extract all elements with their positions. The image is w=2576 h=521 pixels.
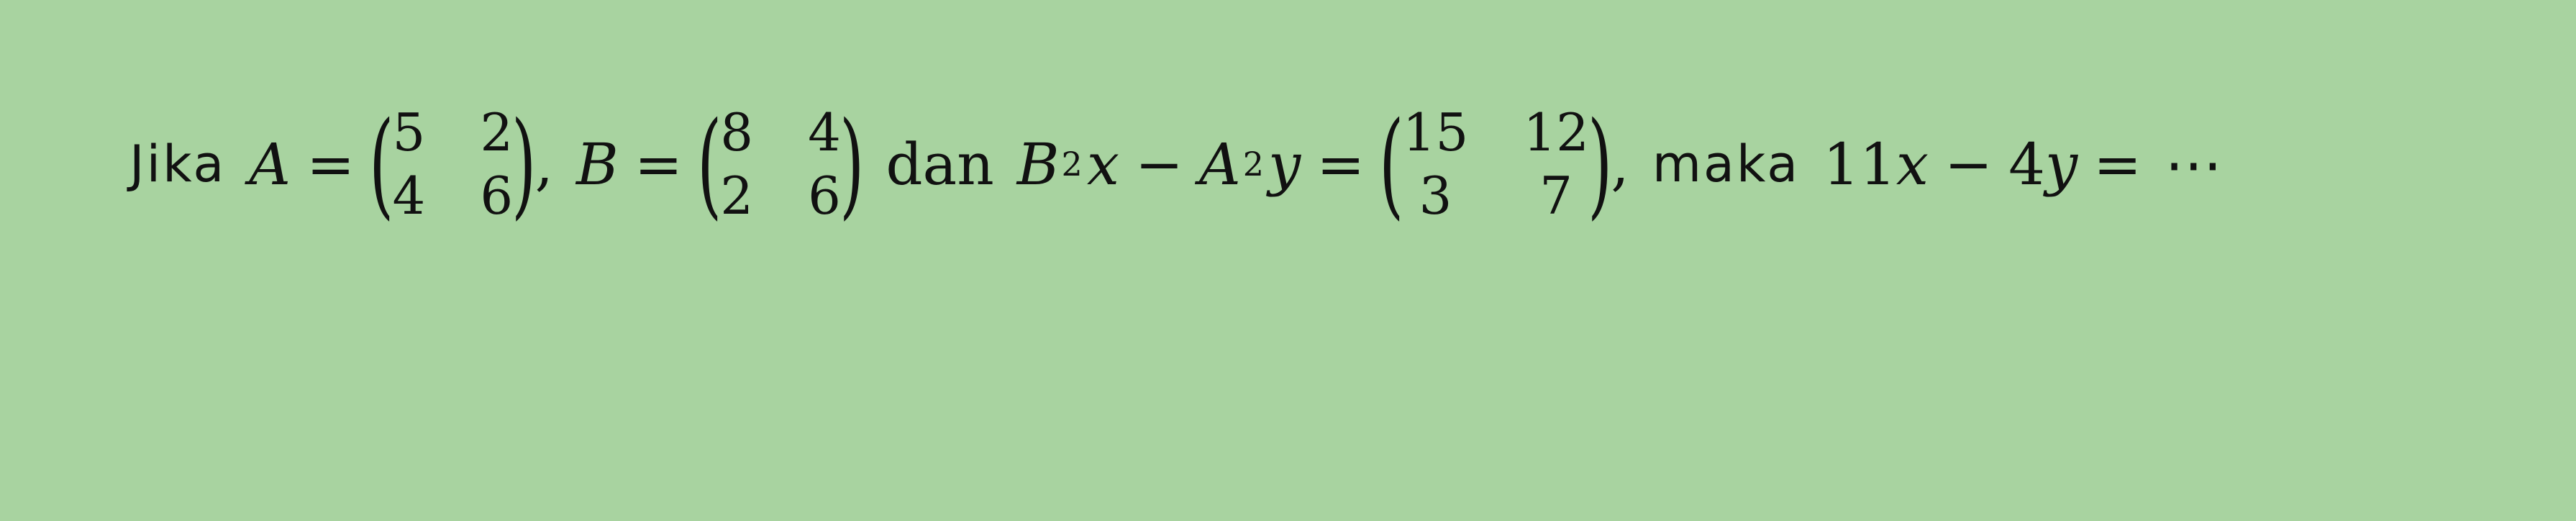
question-y: y [2044,130,2078,198]
result-matrix-cell: 15 [1402,102,1469,163]
comma: , [1611,130,1629,198]
question-ellipsis: ⋯ [2165,130,2227,198]
right-paren: ) [839,96,865,231]
eq-x: x [1086,130,1119,198]
left-paren: ( [1379,96,1404,231]
right-paren: ) [1587,96,1613,231]
matrix-b-cell: 8 [720,102,754,163]
left-paren: ( [369,96,394,231]
eq-y: y [1268,130,1301,198]
matrix-a-cell: 5 [392,102,426,163]
result-matrix [1379,96,1613,231]
question-coef-y: 4 [2008,130,2045,198]
equals-sign-a: = [306,130,355,198]
connector-word: dan [886,130,994,198]
comma: , [534,130,554,198]
left-paren: ( [696,96,722,231]
equals-sign-b: = [634,130,683,198]
eq-exp-b: 2 [1061,145,1083,184]
eq-minus: − [1134,130,1183,198]
matrix-b-cell: 2 [720,166,754,226]
matrix-a-cell: 6 [480,166,514,226]
question-coef-x: 11 [1823,130,1896,198]
right-paren: ) [511,96,537,231]
matrix-b-cell: 4 [808,102,841,163]
result-matrix-cell: 7 [1539,166,1573,226]
eq-exp-a: 2 [1242,145,1265,184]
matrix-b-cell: 6 [808,166,841,226]
question-x: x [1895,130,1929,198]
matrix-a [369,96,537,231]
eq-a: A [1198,130,1241,198]
question-equals: = [2093,130,2142,198]
question-minus: − [1944,130,1993,198]
then-word: maka [1652,135,1801,194]
eq-b: B [1016,130,1060,198]
matrix-b-name: B [576,130,619,198]
math-problem [129,92,2226,236]
intro-word: Jika [129,135,227,194]
matrix-b [696,96,865,231]
result-matrix-cell: 12 [1523,102,1589,163]
matrix-a-cell: 2 [480,102,514,163]
equals-sign-result: = [1316,130,1365,198]
result-matrix-cell: 3 [1419,166,1452,226]
matrix-a-cell: 4 [392,166,426,226]
matrix-a-name: A [249,130,291,198]
